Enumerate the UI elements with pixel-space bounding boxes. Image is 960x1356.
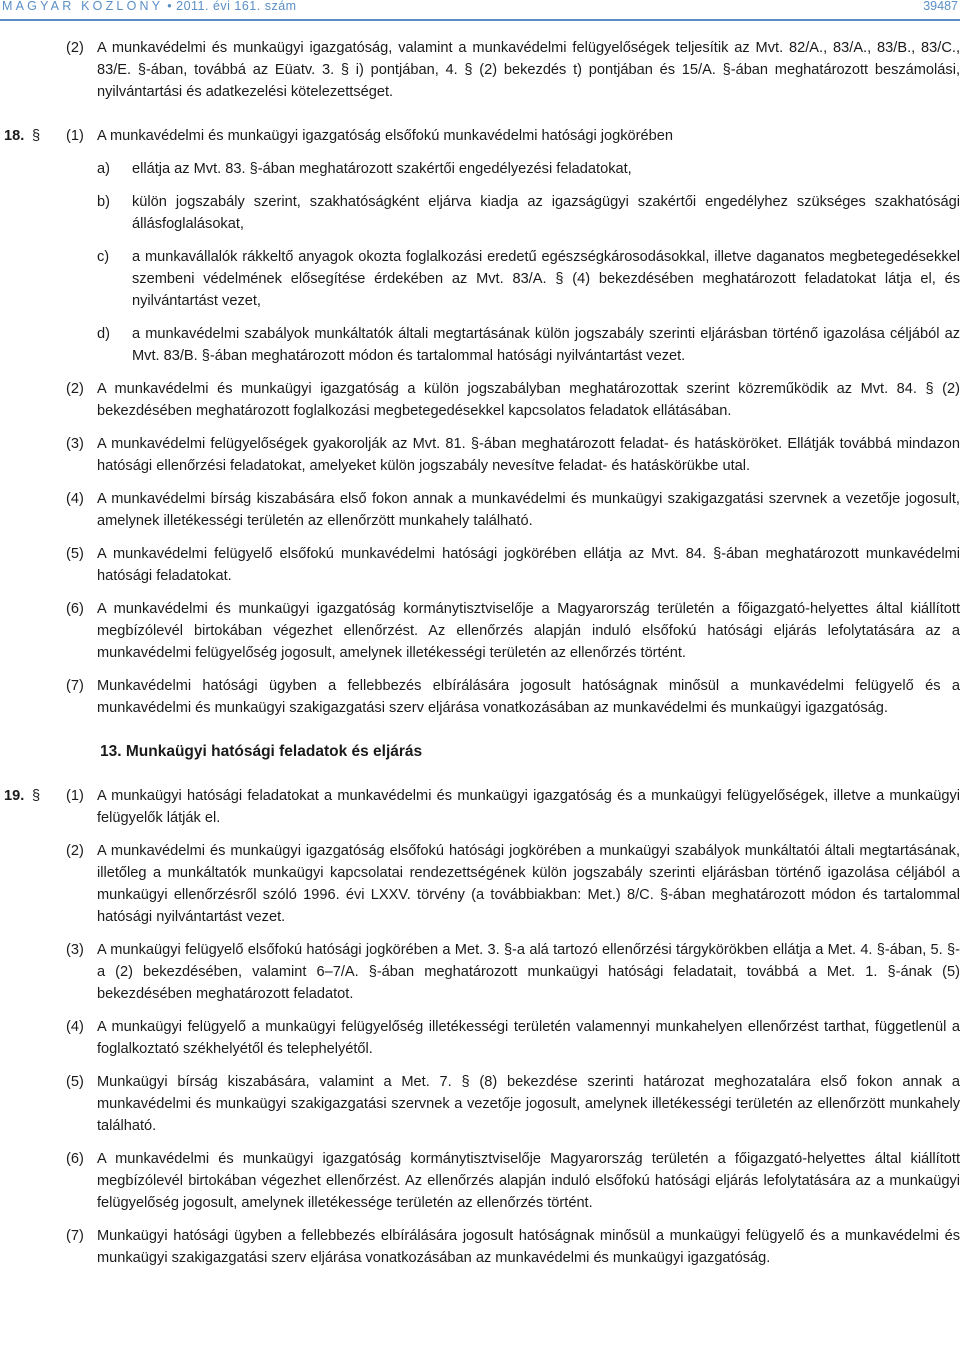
paragraph-number: (2) — [66, 381, 84, 397]
section-number: 19. — [4, 788, 25, 804]
paragraph-text: Munkaügyi bírság kiszabására, valamint a Met. 7. § (8) bekezdése szerinti határozat meghozatalára első fokon annak a munkavédelmi és munkaügyi szakigazgatási szervnek a vezetője jogosult, amelynek illetékességi területén az ellenőrzött munkahely található. — [97, 1074, 960, 1134]
issue-label: 2011. évi 161. szám — [176, 0, 297, 13]
point-text: külön jogszabály szerint, szakhatóságként eljárva kiadja az igazságügyi szakértői engedélyhez szükséges szakhatósági állásfoglalásokat, — [132, 194, 960, 232]
point-text: ellátja az Mvt. 83. §-ában meghatározott szakértői engedélyezési feladatokat, — [132, 161, 632, 177]
section-17-paragraph-2 — [0, 37, 960, 103]
section-number: 18. — [4, 128, 25, 144]
section-18-paragraph-4 — [0, 488, 960, 532]
section-19-paragraph-4 — [0, 1016, 960, 1060]
paragraph-text: A munkavédelmi és munkaügyi igazgatóság elsőfokú munkavédelmi hatósági jogkörében — [97, 128, 673, 144]
point-b — [0, 191, 960, 235]
paragraph-text: A munkavédelmi és munkaügyi igazgatóság kormánytisztviselője Magyarország területén a főigazgató-helyettes által kiállított megbízólevél birtokában végezhet ellenőrzést. Az ellenőrzés alapján induló elsőfokú hatósági eljárás lefolytatására az a munkaügyi felügyelőség jogosult, amelynek illetékessége területén az ellenőrzés történt. — [97, 1151, 960, 1211]
section-18-paragraph-1 — [0, 125, 960, 147]
section-19-paragraph-3 — [0, 939, 960, 1005]
paragraph-number: (7) — [66, 1228, 84, 1244]
paragraph-number: (7) — [66, 678, 84, 694]
paragraph-number: (4) — [66, 1019, 84, 1035]
section-18-paragraph-5 — [0, 543, 960, 587]
section-18-paragraph-7 — [0, 675, 960, 719]
paragraph-text: Munkavédelmi hatósági ügyben a fellebbezés elbírálására jogosult hatóságnak minősül a munkavédelmi felügyelő és a munkavédelmi és munkaügyi szakigazgatási szerv eljárása vonatkozásában az munkavédelmi és munkaügyi igazgatóság. — [97, 678, 960, 716]
page-body — [0, 37, 960, 1269]
paragraph-number: (2) — [66, 40, 84, 56]
paragraph-text: A munkavédelmi és munkaügyi igazgatóság kormánytisztviselője a Magyarország területén a főigazgató-helyettes által kiállított megbízólevél birtokában végezhet ellenőrzést. Az ellenőrzés alapján induló elsőfokú hatósági eljárás lefolytatására az a munkavédelmi felügyelőség jogosult, amelynek illetékességi területén az ellenőrzés történt. — [97, 601, 960, 661]
point-d — [0, 323, 960, 367]
page-header — [0, 0, 960, 18]
point-letter: d) — [97, 326, 110, 342]
paragraph-text: A munkaügyi felügyelő elsőfokú hatósági jogkörében a Met. 3. §-a alá tartozó ellenőrzési tárgykörökben ellátja a Met. 4. §-ában, 5. §-a (2) bekezdésében, valamint 6–7/A. §-ában meghatározott munkaügyi hatósági feladatait, továbbá a Met. 1. §-ának (5) bekezdésében meghatározott feladatot. — [97, 942, 960, 1002]
paragraph-text: Munkaügyi hatósági ügyben a fellebbezés elbírálására jogosult hatóságnak minősül a munkaügyi felügyelő és a munkavédelmi és munkaügyi szakigazgatási szerv eljárása vonatkozásában az munkavédelmi és munkaügyi igazgatóság. — [97, 1228, 960, 1266]
paragraph-text: A munkavédelmi felügyelőségek gyakorolják az Mvt. 81. §-ában meghatározott feladat- és hatásköröket. Ellátják továbbá mindazon hatósági ellenőrzési feladatokat, amelyeket külön jogszabály nevesítve feladat- és hatáskörükbe utal. — [97, 436, 960, 474]
paragraph-number: (1) — [66, 128, 84, 144]
point-letter: b) — [97, 194, 110, 210]
point-letter: c) — [97, 249, 110, 265]
section-19-paragraph-5 — [0, 1071, 960, 1137]
point-letter: a) — [97, 161, 110, 177]
page-number: 39487 — [923, 0, 958, 13]
section-18-paragraph-3 — [0, 433, 960, 477]
section-19-paragraph-2 — [0, 840, 960, 928]
paragraph-number: (3) — [66, 436, 84, 452]
paragraph-text: A munkaügyi hatósági feladatokat a munkavédelmi és munkaügyi igazgatóság és a munkaügyi felügyelőségek, illetve a munkaügyi felügyelők látják el. — [97, 788, 960, 826]
paragraph-text: A munkaügyi felügyelő a munkaügyi felügyelőség illetékességi területén valamennyi munkahelyen ellenőrzést tarthat, függetlenül a foglalkoztató székhelyétől és telephelyétől. — [97, 1019, 960, 1057]
paragraph-text: A munkavédelmi bírság kiszabására első fokon annak a munkavédelmi és munkaügyi szakigazgatási szervnek a vezetője jogosult, amelynek illetékességi területén az ellenőrzött munkahely található. — [97, 491, 960, 529]
section-18-paragraph-6 — [0, 598, 960, 664]
section-19-paragraph-7 — [0, 1225, 960, 1269]
section-sign: § — [32, 128, 41, 144]
paragraph-number: (2) — [66, 843, 84, 859]
paragraph-text: A munkavédelmi és munkaügyi igazgatóság a külön jogszabályban meghatározottak szerint közreműködik az Mvt. 84. § (2) bekezdésében meghatározott foglalkozási megbetegedésekkel kapcsolatos feladatok ellátásában. — [97, 381, 960, 419]
section-sign: § — [32, 788, 41, 804]
paragraph-number: (3) — [66, 942, 84, 958]
paragraph-number: (5) — [66, 1074, 84, 1090]
paragraph-text: A munkavédelmi és munkaügyi igazgatóság elsőfokú hatósági jogkörében a munkaügyi szabályok munkáltatói általi megtartásának, illetőleg a munkáltatók munkaügyi kapcsolatai rendezettségének külön jogszabály szerinti eljárásban történő igazolása céljából a munkaügyi ellenőrzésről szóló 1996. évi LXXV. törvény (a továbbiakban: Met.) 8/C. §-ában meghatározott módon és tartalommal hatósági nyilvántartást vezet. — [97, 843, 960, 925]
journal-title: MAGYAR KÖZLÖNY — [2, 0, 164, 13]
section-19-paragraph-6 — [0, 1148, 960, 1214]
paragraph-text: A munkavédelmi és munkaügyi igazgatóság, valamint a munkavédelmi felügyelőségek teljesítik az Mvt. 82/A., 83/A., 83/B., 83/C., 83/E. §-ában, továbbá az Eüatv. 3. § i) pontjában, 4. § (2) bekezdés t) pontjában és 15/A. §-ában meghatározott beszámolási, nyilvántartási és adatkezelési kötelezettséget. — [97, 40, 960, 100]
section-19-paragraph-1 — [0, 785, 960, 829]
header-rule — [0, 19, 960, 21]
point-text: a munkavédelmi szabályok munkáltatók általi megtartásának külön jogszabály szerinti eljárásban történő igazolása céljából az Mvt. 83/B. §-ában meghatározott módon és tartalommal hatósági nyilvántartást vezet. — [132, 326, 960, 364]
header-journal-info — [2, 0, 297, 13]
point-c — [0, 246, 960, 312]
paragraph-number: (1) — [66, 788, 84, 804]
paragraph-number: (6) — [66, 601, 84, 617]
paragraph-number: (5) — [66, 546, 84, 562]
point-a — [0, 158, 960, 180]
header-bullet: • — [167, 0, 173, 13]
section-heading: 13. Munkaügyi hatósági feladatok és eljárás — [100, 743, 423, 760]
paragraph-number: (6) — [66, 1151, 84, 1167]
paragraph-text: A munkavédelmi felügyelő elsőfokú munkavédelmi hatósági jogkörében ellátja az Mvt. 84. §-ában meghatározott munkavédelmi hatósági feladatokat. — [97, 546, 960, 584]
section-18-paragraph-2 — [0, 378, 960, 422]
paragraph-number: (4) — [66, 491, 84, 507]
point-text: a munkavállalók rákkeltő anyagok okozta foglalkozási eredetű egészségkárosodásokkal, illetve daganatos megbetegedésekkel szembeni védelmének elősegítése érdekében az Mvt. 83/A. § (4) bekezdésében meghatározott feladatokat látja el, és nyilvántartást vezet, — [132, 249, 960, 309]
